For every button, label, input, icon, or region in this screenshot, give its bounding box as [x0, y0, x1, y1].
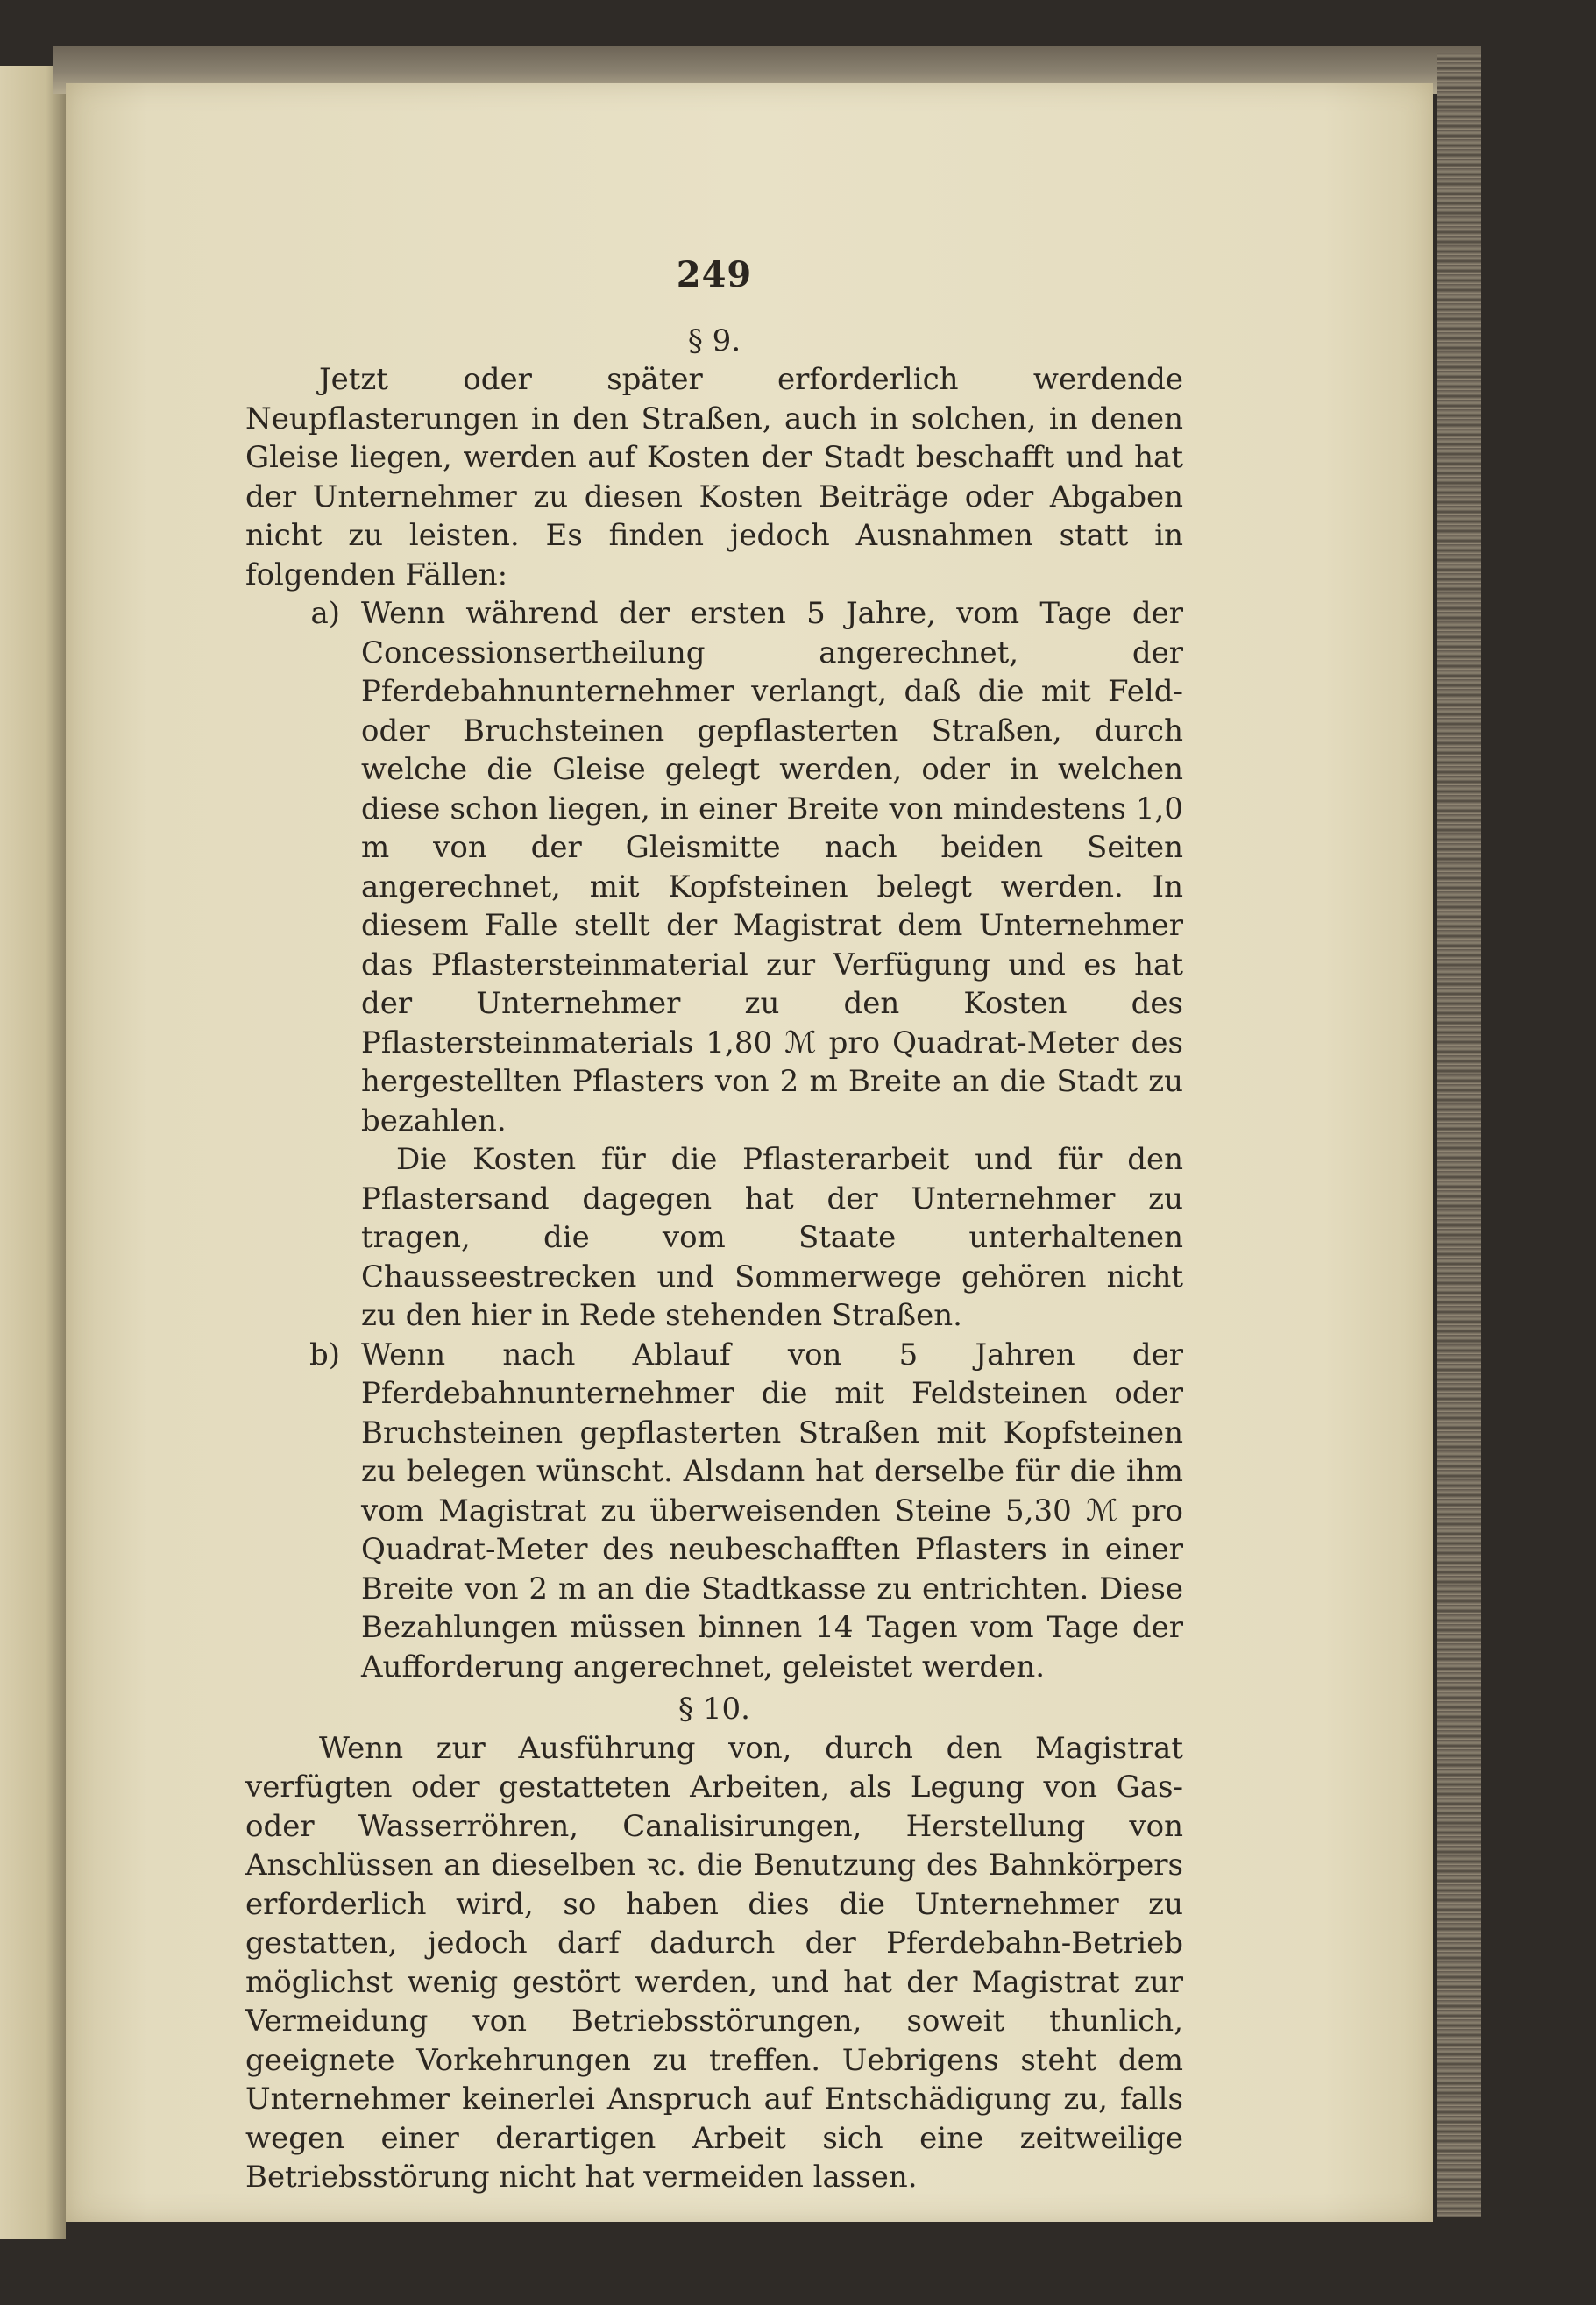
list-item-b-body: [361, 1336, 1183, 1687]
previous-page-edge: [0, 66, 66, 2239]
list-marker-b: b): [309, 1337, 340, 1372]
page-number: 249: [676, 254, 753, 295]
section-9-intro: Jetzt oder später erforderlich werdende Neupflasterungen in den Straßen, auch in solchen, in denen Gleise liegen, werden auf Kosten der Stadt beschafft und hat der Unternehmer zu diesen Kosten Beiträge oder Abgaben nicht zu leisten. Es finden jedoch Ausnahmen statt in folgenden Fällen:: [245, 362, 1183, 592]
list-item-a-paragraph-2: Die Kosten für die Pflasterarbeit und für den Pflastersand dagegen hat der Unternehmer zu tragen, die vom Staate unterhaltenen Chausseestrecken und Sommerwege gehören nicht zu den hier in Rede stehenden Straßen.: [361, 1142, 1183, 1333]
list-item-b: [245, 1336, 1183, 1687]
list-item-a: [245, 594, 1183, 1336]
section-9-heading: § 9.: [687, 323, 741, 358]
list-marker-a: a): [310, 596, 340, 631]
book-cover-right-edge: [1437, 53, 1481, 2217]
list-item-b-paragraph-1: Wenn nach Ablauf von 5 Jahren der Pferdebahnunternehmer die mit Feldsteinen oder Bruchsteinen gepflasterten Straßen mit Kopfsteinen zu belegen wünscht. Alsdann hat derselbe für die ihm vom Magistrat zu überweisenden Steine 5,30 ℳ pro Quadrat-Meter des neubeschafften Pflasters in einer Breite von 2 m an die Stadtkasse zu entrichten. Diese Bezahlungen müssen binnen 14 Tagen vom Tage der Aufforderung angerechnet, geleistet werden.: [361, 1337, 1183, 1684]
list-item-a-body: [361, 594, 1183, 1336]
section-10-body: Wenn zur Ausführung von, durch den Magistrat verfügten oder gestatteten Arbeiten, als Legung von Gas- oder Wasserröhren, Canalisirungen, Herstellung von Anschlüssen an dieselben ꝛc. die Benutzung des Bahnkörpers erforderlich wird, so haben dies die Unternehmer zu gestatten, jedoch darf dadurch der Pferdebahn-Betrieb möglichst wenig gestört werden, und hat der Magistrat zur Vermeidung von Betriebsstörungen, soweit thunlich, geeignete Vorkehrungen zu treffen. Uebrigens steht dem Unternehmer keinerlei Anspruch auf Entschädigung zu, falls wegen einer derartigen Arbeit sich eine zeitweilige Betriebsstörung nicht hat vermeiden lassen.: [245, 1730, 1183, 2195]
list-item-a-paragraph-1: Wenn während der ersten 5 Jahre, vom Tage der Concessionsertheilung angerechnet, der Pferdebahnunternehmer verlangt, daß die mit Feld- oder Bruchsteinen gepflasterten Straßen, durch welche die Gleise gelegt werden, oder in welchen diese schon liegen, in einer Breite von mindestens 1,0 m von der Gleismitte nach beiden Seiten angerechnet, mit Kopfsteinen belegt werden. In diesem Falle stellt der Magistrat dem Unternehmer das Pflastersteinmaterial zur Verfügung und es hat der Unternehmer zu den Kosten des Pflastersteinmaterials 1,80 ℳ pro Quadrat-Meter des hergestellten Pflasters von 2 m Breite an die Stadt zu bezahlen.: [361, 596, 1183, 1138]
page-text: [245, 256, 1183, 2197]
section-10-heading: § 10.: [678, 1692, 750, 1727]
